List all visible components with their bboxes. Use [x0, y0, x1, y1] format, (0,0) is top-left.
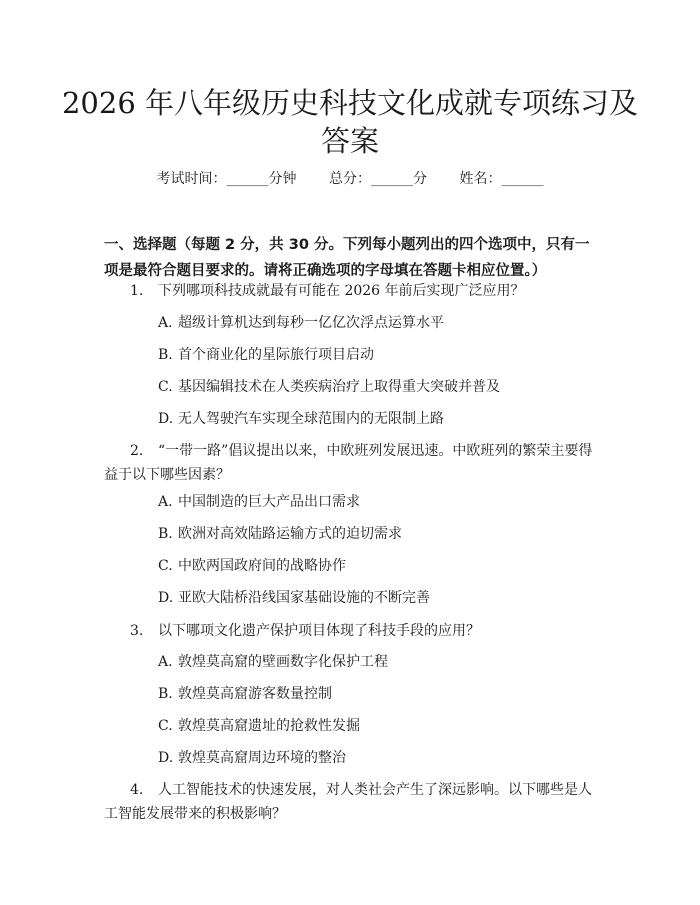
option-letter: A. — [158, 494, 173, 510]
option-text: 亚欧大陆桥沿线国家基础设施的不断完善 — [178, 590, 430, 606]
option — [158, 652, 598, 672]
title-line-1: 2026 年八年级历史科技文化成就专项练习及 — [61, 86, 639, 120]
question-number: 1. — [130, 283, 144, 299]
section-heading: 一、选择题（每题 2 分，共 30 分。下列每小题列出的四个选项中，只有一项是最符合题目要求的。请将正确选项的字母填在答题卡相应位置。） — [104, 237, 590, 279]
title-line-2: 答案 — [320, 124, 379, 158]
option-text: 中国制造的巨大产品出口需求 — [178, 494, 360, 510]
option-letter: A. — [158, 315, 173, 331]
question-number: 3. — [130, 623, 144, 639]
option-text: 首个商业化的星际旅行项目启动 — [178, 347, 374, 363]
option-text: 欧洲对高效陆路运输方式的迫切需求 — [178, 526, 402, 542]
question-text: “一带一路”倡议提出以来，中欧班列发展迅速。中欧班列的繁荣主要得益于以下哪些因素？ — [104, 443, 593, 483]
option-text: 中欧两国政府间的战略协作 — [178, 558, 346, 574]
option-letter: B. — [158, 526, 173, 542]
option-text: 无人驾驶汽车实现全球范围内的无限制上路 — [178, 411, 444, 427]
option-text: 敦煌莫高窟游客数量控制 — [178, 686, 332, 702]
question-text: 人工智能技术的快速发展，对人类社会产生了深远影响。以下哪些是人工智能发展带来的积极影响？ — [104, 782, 592, 822]
option — [158, 748, 598, 768]
option — [158, 716, 598, 736]
option-letter: C. — [158, 379, 173, 395]
option-letter: D. — [158, 590, 174, 606]
option-letter: A. — [158, 654, 173, 670]
option — [158, 684, 598, 704]
option — [158, 313, 598, 333]
option-letter: B. — [158, 347, 173, 363]
option — [158, 492, 598, 512]
option — [158, 345, 598, 365]
exam-name: 姓名：______ — [459, 171, 544, 187]
question-number: 2. — [130, 443, 144, 459]
option-letter: D. — [158, 750, 174, 766]
option-letter: C. — [158, 718, 173, 734]
option — [158, 588, 598, 608]
option-text: 超级计算机达到每秒一亿亿次浮点运算水平 — [178, 315, 444, 331]
question-text: 下列哪项科技成就最有可能在 2026 年前后实现广泛应用？ — [158, 283, 525, 299]
option — [158, 524, 598, 544]
document-title — [0, 84, 700, 160]
option-text: 基因编辑技术在人类疾病治疗上取得重大突破并普及 — [178, 379, 500, 395]
exam-time: 考试时间：______分钟 — [156, 171, 297, 187]
option — [158, 377, 598, 397]
option-letter: B. — [158, 686, 173, 702]
question-2 — [104, 439, 602, 487]
question-1 — [104, 279, 602, 303]
option — [158, 556, 598, 576]
exam-score: 总分：______分 — [329, 171, 427, 187]
option-text: 敦煌莫高窟的壁画数字化保护工程 — [178, 654, 388, 670]
option-letter: C. — [158, 558, 173, 574]
option-text: 敦煌莫高窟遗址的抢救性发掘 — [178, 718, 360, 734]
question-4 — [104, 778, 602, 826]
exam-meta — [0, 168, 700, 188]
option-letter: D. — [158, 411, 174, 427]
question-3 — [104, 619, 602, 643]
question-text: 以下哪项文化遗产保护项目体现了科技手段的应用？ — [158, 623, 480, 639]
question-number: 4. — [130, 782, 144, 798]
option — [158, 409, 598, 429]
option-text: 敦煌莫高窟周边环境的整治 — [178, 750, 346, 766]
